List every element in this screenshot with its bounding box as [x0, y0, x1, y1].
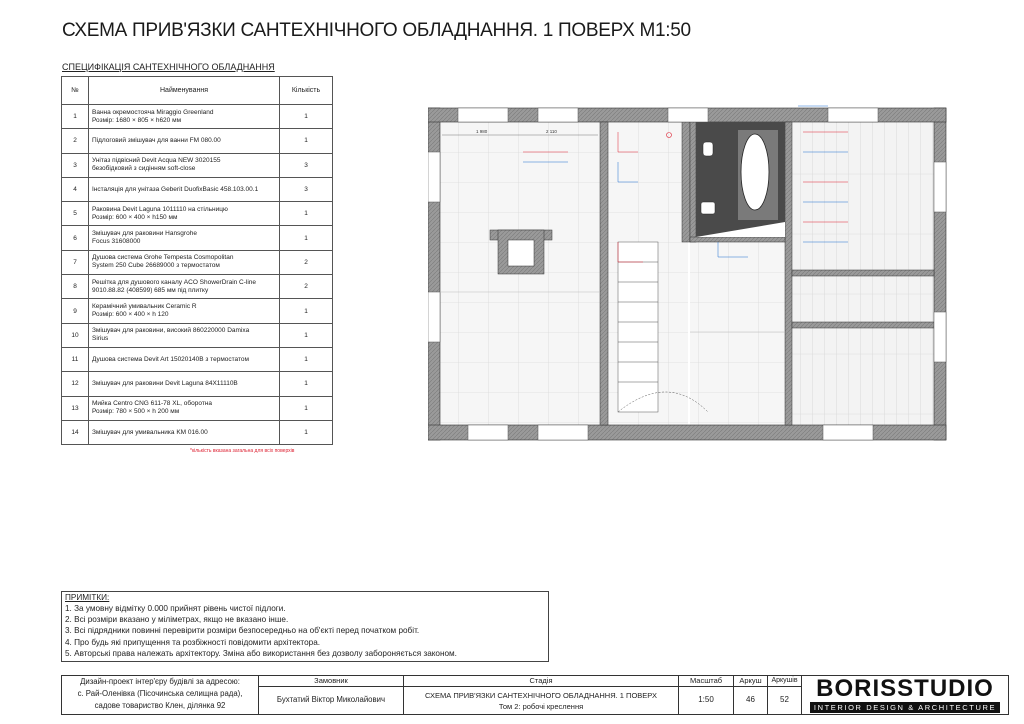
spec-row-qty: 1	[280, 202, 333, 226]
stage-volume: Том 2: робочі креслення	[498, 702, 584, 711]
stage-cell	[404, 676, 679, 714]
spec-row-name	[89, 323, 280, 347]
spec-row-name-line-1: Змішувач для раковини, високий 860220000 Damixa	[92, 327, 250, 335]
address-line-1: с. Рай-Оленівка (Пісочинська селищна рада),	[77, 689, 243, 698]
bathroom	[696, 122, 785, 237]
spec-heading: СПЕЦИФІКАЦІЯ САНТЕХНІЧНОГО ОБЛАДНАННЯ	[62, 62, 275, 72]
spec-row-name	[89, 177, 280, 201]
spec-row-qty: 1	[280, 372, 333, 396]
spec-row-name-line-2: Розмір: 600 × 400 × h150 мм	[92, 213, 178, 221]
scale-header: Масштаб	[679, 676, 733, 687]
spec-row-name	[89, 105, 280, 129]
spec-footnote: *кількість вказана загальна для всіх поверхів	[190, 448, 295, 454]
spec-row-name-line-1: Змішувач для раковини Devit Laguna 84X11110B	[92, 379, 238, 387]
spec-row	[62, 347, 333, 371]
spec-row-number: 5	[62, 202, 89, 226]
spec-row-name	[89, 396, 280, 420]
spec-row-number: 2	[62, 129, 89, 153]
spec-row-number: 12	[62, 372, 89, 396]
spec-row-name	[89, 275, 280, 299]
spec-row-name-line-1: Керамічний умивальник Ceramic R	[92, 303, 197, 311]
note-line: 2. Всі розміри вказано у міліметрах, якщо не вказано інше.	[65, 615, 289, 625]
spec-row-name-line-2: безобідковий з сидінням soft-close	[92, 165, 196, 173]
spec-row-name-line-1: Унітаз підвісний Devit Acqua NEW 3020155	[92, 157, 221, 165]
spec-row	[62, 372, 333, 396]
spec-row	[62, 250, 333, 274]
note-line: 4. Про будь які припущення та розбіжності повідомити архітектора.	[65, 637, 321, 647]
note-line: 1. За умовну відмітку 0.000 прийнят рівень чистої підлоги.	[65, 604, 286, 613]
spec-row	[62, 129, 333, 153]
col-name-header: Найменування	[89, 77, 280, 105]
spec-table	[61, 76, 333, 445]
spec-row-name-line-1: Змішувач для умивальника KM 016.00	[92, 428, 208, 436]
spec-row-name	[89, 347, 280, 371]
spec-row-number: 3	[62, 153, 89, 177]
spec-row-qty: 1	[280, 347, 333, 371]
spec-row-name-line-2: Sirius	[92, 335, 109, 343]
spec-row-qty: 1	[280, 396, 333, 420]
spec-row	[62, 275, 333, 299]
sheets-value: 52	[780, 695, 789, 704]
note-line: 3. Всі підрядники повинні перевірити розміри безпосередньо на об'єкті перед початком робіт.	[65, 626, 420, 636]
address-line-2: садове товариство Клен, ділянка 92	[94, 701, 226, 710]
col-qty-header: Кількість	[280, 77, 333, 105]
spec-header-row	[62, 77, 333, 105]
spec-row-number: 14	[62, 420, 89, 444]
spec-row	[62, 323, 333, 347]
spec-row-number: 1	[62, 105, 89, 129]
spec-row-qty: 1	[280, 226, 333, 250]
scale-value: 1:50	[698, 695, 714, 704]
studio-logo	[802, 677, 1008, 714]
scale-cell	[679, 676, 734, 714]
spec-row-name-line-1: Змішувач для раковини Hansgrohe	[92, 230, 197, 238]
stage-header: Стадія	[404, 676, 678, 687]
spec-row-number: 10	[62, 323, 89, 347]
sheets-header: Аркушів	[768, 676, 801, 687]
spec-row-qty: 3	[280, 153, 333, 177]
spec-row-name-line-1: Інсталяція для унітаза Geberit DuofixBasic 458.103.00.1	[92, 185, 259, 193]
spec-row	[62, 299, 333, 323]
stage-title: СХЕМА ПРИВ'ЯЗКИ САНТЕХНІЧНОГО ОБЛАДНАННЯ. 1 ПОВЕРХ	[425, 691, 657, 700]
brand-tagline: INTERIOR DESIGN & ARCHITECTURE	[810, 702, 1000, 713]
spec-row-qty: 1	[280, 299, 333, 323]
spec-row-name-line-2: Розмір: 780 × 500 × h 200 мм	[92, 408, 180, 416]
spec-row-qty: 1	[280, 105, 333, 129]
dimension-right: 2 110	[546, 129, 557, 134]
spec-row-qty: 1	[280, 129, 333, 153]
spec-row-name-line-2: Focus 31608000	[92, 238, 141, 246]
floor-plan	[428, 92, 948, 449]
address-cell	[62, 676, 259, 714]
sheets-cell	[768, 676, 802, 714]
spec-row-name-line-1: Душова система Grohe Tempesta Cosmopolitan	[92, 254, 234, 262]
spec-row-name	[89, 299, 280, 323]
spec-row-name	[89, 226, 280, 250]
notes-heading: ПРИМІТКИ:	[65, 593, 110, 602]
address-label: Дизайн-проект інтер'єру будівлі за адресою:	[80, 677, 240, 686]
spec-row-number: 7	[62, 250, 89, 274]
spec-row-qty: 2	[280, 250, 333, 274]
spec-row-name-line-1: Підлоговий змішувач для ванни FM 080.00	[92, 136, 221, 144]
spec-row-name-line-1: Решітка для душового каналу ACO ShowerDrain C-line	[92, 278, 257, 286]
spec-row-name-line-1: Мийка Centro CNG 611-78 XL, оборотна	[92, 400, 212, 408]
spec-row-name	[89, 202, 280, 226]
client-name: Бухтатий Віктор Миколайович	[276, 695, 386, 704]
client-cell	[259, 676, 404, 714]
spec-row-name-line-1: Раковина Devit Laguna 1011110 на стільницю	[92, 205, 228, 213]
spec-row-number: 4	[62, 177, 89, 201]
spec-row	[62, 396, 333, 420]
fireplace	[490, 230, 552, 274]
note-line: 5. Авторські права належать архітектору. Зміна або використання без дозволу забороняється законом.	[65, 648, 457, 658]
sheet-header: Аркуш	[734, 676, 767, 687]
spec-row-name	[89, 372, 280, 396]
col-num-header: №	[62, 77, 89, 105]
spec-row-number: 6	[62, 226, 89, 250]
spec-row-name-line-1: Ванна окремостояча Miraggio Greenland	[92, 108, 214, 116]
dimension-left: 1 980	[476, 129, 488, 134]
spec-row-qty: 1	[280, 420, 333, 444]
client-header: Замовник	[259, 676, 403, 687]
spec-row-number: 9	[62, 299, 89, 323]
title-block	[61, 675, 1009, 715]
sheet-cell	[734, 676, 768, 714]
toilet-icon	[703, 142, 713, 156]
spec-row	[62, 153, 333, 177]
spec-row-qty: 1	[280, 323, 333, 347]
spec-row-name	[89, 420, 280, 444]
sheet-title: СХЕМА ПРИВ'ЯЗКИ САНТЕХНІЧНОГО ОБЛАДНАННЯ. 1 ПОВЕРХ М1:50	[62, 20, 691, 41]
spec-row-name	[89, 250, 280, 274]
spec-row	[62, 202, 333, 226]
washbasin-icon	[701, 202, 715, 214]
spec-row-qty: 3	[280, 177, 333, 201]
spec-body	[62, 105, 333, 445]
spec-row-number: 11	[62, 347, 89, 371]
notes-box	[61, 591, 549, 662]
sheet-value: 46	[746, 695, 755, 704]
spec-row-name-line-2: Розмір: 600 × 400 × h 120	[92, 311, 169, 319]
spec-row	[62, 226, 333, 250]
spec-row-name	[89, 153, 280, 177]
spec-row	[62, 105, 333, 129]
spec-row	[62, 420, 333, 444]
bathtub-icon	[741, 134, 769, 210]
spec-row-number: 13	[62, 396, 89, 420]
spec-row-name-line-2: 9010.88.82 (408599) 685 мм під плитку	[92, 286, 209, 294]
spec-row-number: 8	[62, 275, 89, 299]
spec-row	[62, 177, 333, 201]
spec-row-name	[89, 129, 280, 153]
spec-row-name-line-2: Розмір: 1680 × 805 × h620 мм	[92, 116, 182, 124]
spec-row-name-line-2: System 250 Cube 26689000 з термостатом	[92, 262, 220, 270]
spec-row-qty: 2	[280, 275, 333, 299]
brand-name: BORISSTUDIO	[816, 675, 994, 702]
spec-row-name-line-1: Душова система Devit Art 15020140B з термостатом	[92, 355, 250, 363]
